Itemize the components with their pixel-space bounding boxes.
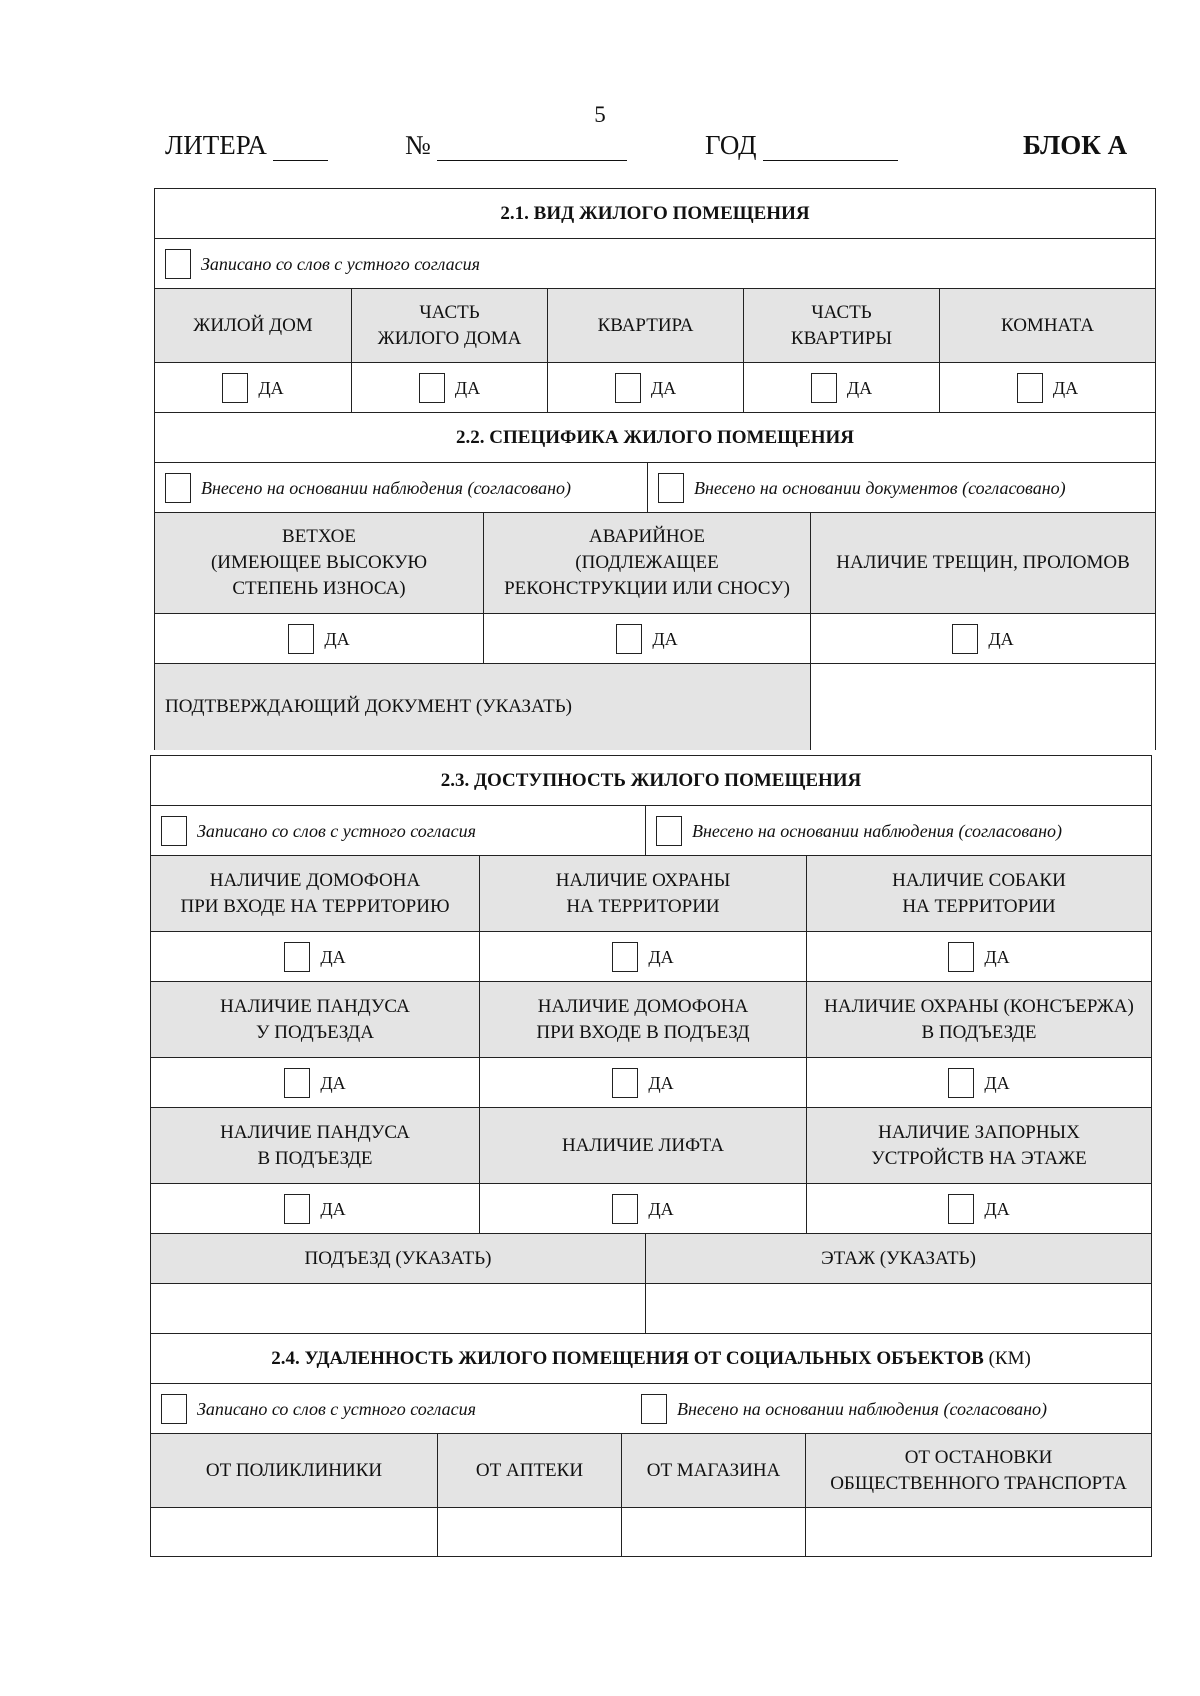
yes-option[interactable]	[547, 363, 743, 412]
condition-cracks: НАЛИЧИЕ ТРЕЩИН, ПРОЛОМОВ	[810, 513, 1155, 613]
access-guard-territory: НАЛИЧИЕ ОХРАНЫ НА ТЕРРИТОРИИ	[479, 856, 806, 931]
yes-option[interactable]	[810, 614, 1155, 663]
year-field	[705, 130, 898, 161]
yes-label: ДА	[648, 946, 674, 967]
oral-consent-label: Записано со слов с устного согласия	[201, 253, 480, 274]
observation-label: Внесено на основании наблюдения (согласовано)	[677, 1398, 1048, 1419]
distance-pharmacy-label: ОТ АПТЕКИ	[437, 1434, 621, 1507]
yes-label: ДА	[984, 946, 1010, 967]
number-field	[405, 130, 627, 161]
yes-label: ДА	[258, 377, 284, 398]
checkbox[interactable]	[658, 473, 684, 503]
distance-clinic-input[interactable]	[151, 1508, 437, 1556]
distance-input-row	[151, 1507, 1151, 1557]
yes-option[interactable]	[743, 363, 939, 412]
condition-emergency: АВАРИЙНОЕ (ПОДЛЕЖАЩЕЕ РЕКОНСТРУКЦИИ ИЛИ СНОСУ)	[483, 513, 810, 613]
section-2-3-title: 2.3. ДОСТУПНОСТЬ ЖИЛОГО ПОМЕЩЕНИЯ	[440, 769, 862, 791]
access-intercom-entrance: НАЛИЧИЕ ДОМОФОНА ПРИ ВХОДЕ В ПОДЪЕЗД	[479, 982, 806, 1057]
yes-option[interactable]	[151, 1184, 479, 1233]
distance-transport-stop-label: ОТ ОСТАНОВКИ ОБЩЕСТВЕННОГО ТРАНСПОРТА	[805, 1434, 1151, 1507]
checkbox[interactable]	[419, 373, 445, 403]
checkbox[interactable]	[284, 1068, 310, 1098]
dwelling-type-checkbox-row	[155, 362, 1155, 412]
document-input[interactable]	[810, 664, 1155, 750]
yes-label: ДА	[320, 946, 346, 967]
section-2-2-title: 2.2. СПЕЦИФИКА ЖИЛОГО ПОМЕЩЕНИЯ	[456, 426, 854, 448]
number-input-line[interactable]	[437, 134, 627, 161]
section-2-2-note-row	[155, 462, 1155, 512]
entrance-floor-input-row	[151, 1283, 1151, 1333]
checkbox[interactable]	[612, 1194, 638, 1224]
yes-label: ДА	[984, 1072, 1010, 1093]
yes-label: ДА	[454, 377, 481, 398]
checkbox[interactable]	[165, 249, 191, 279]
yes-option[interactable]	[806, 932, 1151, 981]
checkbox[interactable]	[612, 1068, 638, 1098]
floor-input[interactable]	[645, 1284, 1151, 1333]
access-row-1	[151, 855, 1151, 931]
type-house: ЖИЛОЙ ДОМ	[193, 314, 313, 336]
yes-option[interactable]	[806, 1184, 1151, 1233]
observation-label: Внесено на основании наблюдения (согласовано)	[201, 477, 572, 498]
section-2-1-title: 2.1. ВИД ЖИЛОГО ПОМЕЩЕНИЯ	[500, 202, 810, 224]
observation-label: Внесено на основании наблюдения (согласовано)	[692, 820, 1063, 841]
yes-option[interactable]	[151, 1058, 479, 1107]
checkbox[interactable]	[161, 1394, 187, 1424]
access-concierge-entrance: НАЛИЧИЕ ОХРАНЫ (КОНСЪЕРЖА) В ПОДЪЕЗДЕ	[806, 982, 1151, 1057]
condition-checkbox-row	[155, 613, 1155, 663]
checkbox[interactable]	[161, 816, 187, 846]
form-frame-bottom	[150, 755, 1152, 1557]
section-2-1-note-row	[155, 238, 1155, 288]
type-apartment-part: ЧАСТЬ КВАРТИРЫ	[743, 289, 939, 362]
documents-label: Внесено на основании документов (согласовано)	[694, 477, 1066, 498]
yes-option[interactable]	[483, 614, 810, 663]
checkbox[interactable]	[612, 942, 638, 972]
yes-label: ДА	[324, 628, 350, 649]
distance-label-row	[151, 1433, 1151, 1507]
distance-pharmacy-input[interactable]	[437, 1508, 621, 1556]
checkbox[interactable]	[948, 1194, 974, 1224]
checkbox[interactable]	[656, 816, 682, 846]
yes-label: ДА	[652, 628, 678, 649]
yes-label: ДА	[1052, 377, 1079, 398]
yes-label: ДА	[988, 628, 1014, 649]
section-2-3-note-row	[151, 805, 1151, 855]
yes-label: ДА	[650, 377, 677, 398]
section-2-2-header	[155, 412, 1155, 462]
document-row	[155, 663, 1155, 750]
distance-clinic-label: ОТ ПОЛИКЛИНИКИ	[205, 1459, 383, 1481]
dwelling-type-row	[155, 288, 1155, 362]
yes-option[interactable]	[479, 932, 806, 981]
page-number: 5	[594, 102, 606, 127]
yes-option[interactable]	[155, 363, 351, 412]
type-apartment: КВАРТИРА	[547, 289, 743, 362]
checkbox[interactable]	[948, 942, 974, 972]
yes-option[interactable]	[479, 1184, 806, 1233]
yes-label: ДА	[984, 1198, 1010, 1219]
access-elevator: НАЛИЧИЕ ЛИФТА	[479, 1108, 806, 1183]
yes-option[interactable]	[155, 614, 483, 663]
access-row-3	[151, 1107, 1151, 1183]
checkbox[interactable]	[948, 1068, 974, 1098]
condition-row	[155, 512, 1155, 613]
distance-transport-stop-input[interactable]	[805, 1508, 1151, 1556]
entrance-label: ПОДЪЕЗД (УКАЗАТЬ)	[304, 1247, 492, 1269]
oral-consent-option[interactable]	[151, 806, 645, 855]
oral-consent-option[interactable]	[155, 239, 1155, 288]
access-ramp-in-entrance: НАЛИЧИЕ ПАНДУСА В ПОДЪЕЗДЕ	[220, 1121, 410, 1169]
yes-label: ДА	[648, 1198, 674, 1219]
block-title: БЛОК А	[1023, 130, 1128, 160]
access-checkbox-row-2	[151, 1057, 1151, 1107]
oral-consent-label: Записано со слов с устного согласия	[197, 820, 476, 841]
year-label: ГОД	[705, 130, 757, 160]
checkbox[interactable]	[641, 1394, 667, 1424]
checkbox[interactable]	[811, 373, 837, 403]
checkbox[interactable]	[1017, 373, 1043, 403]
checkbox[interactable]	[165, 473, 191, 503]
access-checkbox-row-3	[151, 1183, 1151, 1233]
litera-field	[165, 130, 328, 161]
condition-dilapidated: ВЕТХОЕ (ИМЕЮЩЕЕ ВЫСОКУЮ СТЕПЕНЬ ИЗНОСА)	[210, 526, 428, 599]
section-2-4-title-unit: (КМ)	[988, 1347, 1031, 1369]
checkbox[interactable]	[288, 624, 314, 654]
document-label: ПОДТВЕРЖДАЮЩИЙ ДОКУМЕНТ (УКАЗАТЬ)	[155, 664, 810, 750]
observation-option[interactable]	[631, 1384, 1151, 1433]
type-room: КОМНАТА	[939, 289, 1155, 362]
observation-option[interactable]	[155, 463, 647, 512]
yes-label: ДА	[320, 1072, 346, 1093]
checkbox[interactable]	[952, 624, 978, 654]
section-2-4-title	[151, 1334, 1151, 1383]
observation-option[interactable]	[645, 806, 1151, 855]
checkbox[interactable]	[615, 373, 641, 403]
form-frame-top	[154, 188, 1156, 750]
section-2-4-header	[151, 1333, 1151, 1383]
section-2-4-note-row	[151, 1383, 1151, 1433]
floor-label: ЭТАЖ (УКАЗАТЬ)	[645, 1234, 1151, 1283]
yes-option[interactable]	[151, 932, 479, 981]
access-checkbox-row-1	[151, 931, 1151, 981]
access-dog-territory: НАЛИЧИЕ СОБАКИ НА ТЕРРИТОРИИ	[806, 856, 1151, 931]
section-2-4-title-text: 2.4. УДАЛЕННОСТЬ ЖИЛОГО ПОМЕЩЕНИЯ ОТ СОЦИАЛЬНЫХ ОБЪЕКТОВ	[271, 1347, 984, 1369]
section-2-3-header	[151, 755, 1151, 805]
access-locking-devices: НАЛИЧИЕ ЗАПОРНЫХ УСТРОЙСТВ НА ЭТАЖЕ	[806, 1108, 1151, 1183]
oral-consent-label: Записано со слов с устного согласия	[197, 1398, 476, 1419]
checkbox[interactable]	[222, 373, 248, 403]
number-label: №	[405, 130, 431, 160]
yes-option[interactable]	[939, 363, 1155, 412]
yes-option[interactable]	[351, 363, 547, 412]
yes-label: ДА	[648, 1072, 674, 1093]
year-input-line[interactable]	[763, 134, 898, 161]
checkbox[interactable]	[616, 624, 642, 654]
type-house-part: ЧАСТЬ ЖИЛОГО ДОМА	[351, 289, 547, 362]
section-2-1-header	[155, 188, 1155, 238]
checkbox[interactable]	[284, 1194, 310, 1224]
yes-option[interactable]	[806, 1058, 1151, 1107]
documents-option[interactable]	[647, 463, 1155, 512]
yes-label: ДА	[846, 377, 873, 398]
access-intercom-territory: НАЛИЧИЕ ДОМОФОНА ПРИ ВХОДЕ НА ТЕРРИТОРИЮ	[180, 869, 450, 917]
distance-store-input[interactable]	[621, 1508, 805, 1556]
access-ramp-at-entrance: НАЛИЧИЕ ПАНДУСА У ПОДЪЕЗДА	[220, 995, 410, 1043]
access-row-2	[151, 981, 1151, 1057]
entrance-floor-label-row	[151, 1233, 1151, 1283]
checkbox[interactable]	[284, 942, 310, 972]
litera-input-line[interactable]	[273, 134, 328, 161]
distance-store-label: ОТ МАГАЗИНА	[621, 1434, 805, 1507]
yes-label: ДА	[320, 1198, 346, 1219]
entrance-input[interactable]	[151, 1284, 645, 1333]
oral-consent-option[interactable]	[151, 1384, 631, 1433]
yes-option[interactable]	[479, 1058, 806, 1107]
litera-label: ЛИТЕРА	[165, 130, 267, 160]
